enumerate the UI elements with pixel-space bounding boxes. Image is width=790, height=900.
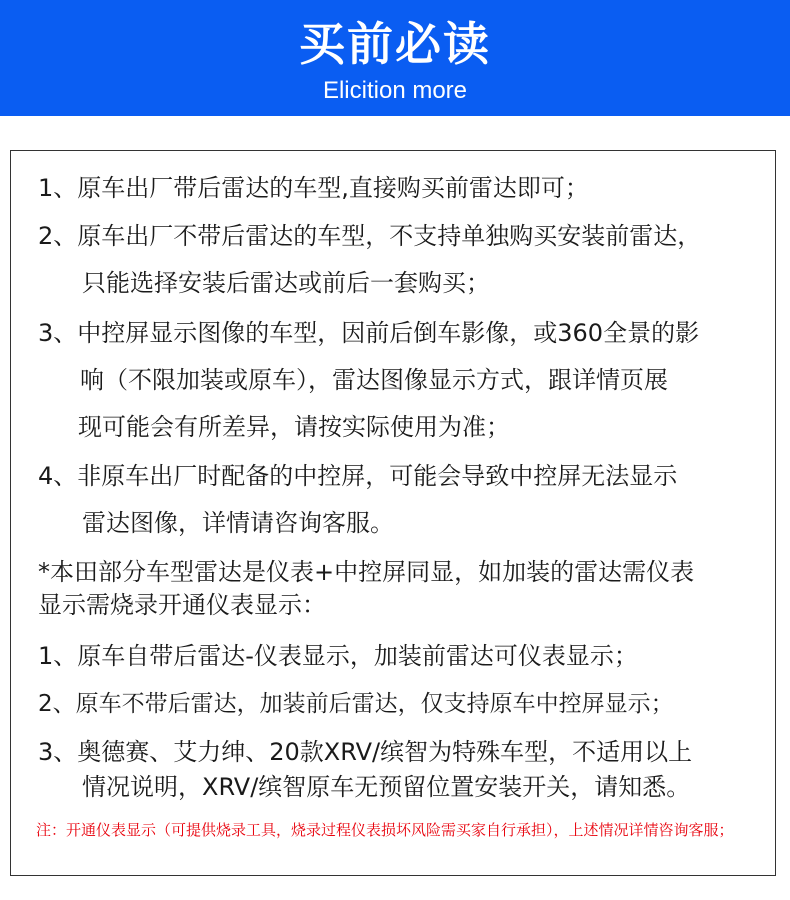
notice-line-3: 只能选择安装后雷达或前后一套购买；: [82, 269, 490, 297]
notice-line-10: 显示需烧录开通仪表显示：: [38, 591, 326, 619]
notice-line-4: 3、中控屏显示图像的车型，因前后倒车影像，或360全景的影: [38, 319, 700, 347]
header-banner: [0, 0, 790, 116]
notice-line-6: 现可能会有所差异，请按实际使用为准；: [78, 413, 510, 441]
red-footnote: 注：开通仪表显示（可提供烧录工具，烧录过程仪表损坏风险需买家自行承担），上述情况详情咨询客服；: [36, 821, 734, 839]
notice-line-7: 4、非原车出厂时配备的中控屏，可能会导致中控屏无法显示: [38, 462, 678, 490]
notice-line-11: 1、原车自带后雷达-仪表显示，加装前雷达可仪表显示；: [38, 642, 638, 670]
page-subtitle: Elicition more: [322, 77, 468, 104]
notice-line-13: 3、奥德赛、艾力绅、20款XRV/缤智为特殊车型，不适用以上: [38, 738, 693, 766]
notice-line-9: *本田部分车型雷达是仪表+中控屏同显，如加装的雷达需仪表: [38, 558, 695, 586]
notice-line-8: 雷达图像，详情请咨询客服。: [82, 509, 394, 537]
page-title: 买前必读: [299, 17, 491, 71]
notice-line-2: 2、原车出厂不带后雷达的车型，不支持单独购买安装前雷达，: [38, 222, 702, 250]
notice-line-5: 响（不限加装或原车），雷达图像显示方式，跟详情页展: [80, 366, 668, 394]
notice-line-14: 情况说明，XRV/缤智原车无预留位置安装开关，请知悉。: [82, 773, 691, 801]
notice-line-1: 1、原车出厂带后雷达的车型,直接购买前雷达即可；: [38, 174, 589, 202]
notice-line-12: 2、原车不带后雷达，加装前后雷达，仅支持原车中控屏显示；: [38, 691, 674, 717]
